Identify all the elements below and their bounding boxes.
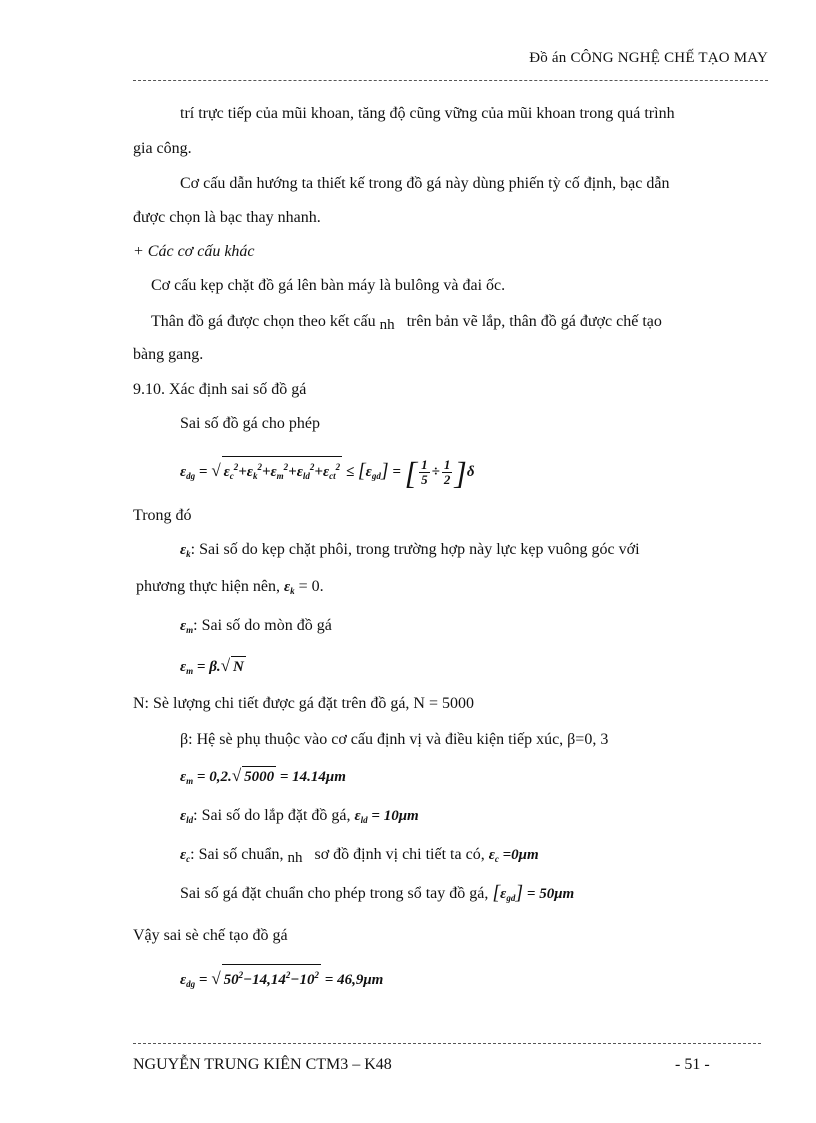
paragraph-4-line-2: bàng gang. — [133, 346, 204, 363]
ec-description: $\varepsilon_c$: Sai số chuẩn, nh sơ đồ định vị chi tiết ta có, $\varepsilon_c =0\mu m$ — [180, 846, 539, 866]
where-label: Trong đó — [133, 507, 192, 524]
footer-divider — [133, 1043, 761, 1044]
paragraph-3: Cơ cấu kẹp chặt đồ gá lên bàn máy là bulông và đai ốc. — [151, 277, 506, 294]
ek-description-line-1: $\varepsilon_k$: Sai số do kẹp chặt phôi, trong trường hợp này lực kẹp vuông góc với — [180, 541, 640, 559]
eld-description: $\varepsilon_{ld}$: Sai số do lắp đặt đồ gá, $\varepsilon_{ld} = 10\mu m$ — [180, 807, 419, 825]
p4-nh: nh — [379, 317, 395, 333]
section-other-mechanisms: + Các cơ cấu khác — [133, 243, 255, 260]
formula-wear: $\varepsilon_m = \beta.√$ N — [180, 656, 244, 676]
p4-text-a: Thân đồ gá được chọn theo kết cấu — [151, 313, 376, 330]
p4-text-b: trên bản vẽ lắp, thân đồ gá được chế tạo — [406, 313, 662, 330]
paragraph-4-line-1 — [151, 312, 662, 335]
paragraph-1-line-2: gia công. — [133, 140, 192, 157]
footer-page-number: - 51 - — [675, 1056, 710, 1073]
conclusion-label: Vậy sai sè chế tạo đồ gá — [133, 927, 288, 944]
beta-description: β: Hệ sè phụ thuộc vào cơ cấu định vị và điều kiện tiếp xúc, β=0, 3 — [180, 731, 609, 748]
footer-author: NGUYỄN TRUNG KIÊN CTM3 – K48 — [133, 1056, 392, 1073]
em-description: $\varepsilon_m$: Sai số do mòn đồ gá — [180, 617, 332, 635]
header-divider — [133, 80, 768, 81]
ek-description-line-2: phương thực hiện nên, $\varepsilon_k = 0$. — [136, 578, 324, 596]
paragraph-2-line-1: Cơ cấu dẫn hướng ta thiết kế trong đồ gá này dùng phiến tỳ cố định, bạc dẫn — [180, 175, 670, 192]
paragraph-1-line-1: trí trực tiếp của mũi khoan, tăng độ cũng vững của mũi khoan trong quá trình — [180, 105, 675, 122]
header-title: Đồ án CÔNG NGHỆ CHẾ TẠO MAY — [529, 50, 768, 66]
formula-total-error: $\varepsilon_{dg}$ = √ $\varepsilon_c^2+\varepsilon_k^2+\varepsilon_m^2+\varepsilon_{ld}^2+\varepsilon_{ct}^2 \le [\varepsilon_{gd}]$ = [ $\frac{1}{5}$ ÷ $\frac{1}{2}$ ]δ — [180, 454, 475, 491]
section-9-10-title: 9.10. Xác định sai số đồ gá — [133, 381, 307, 398]
n-description: N: Sè lượng chi tiết được gá đặt trên đồ gá, N = 5000 — [133, 695, 474, 712]
paragraph-2-line-2: được chọn là bạc thay nhanh. — [133, 209, 321, 226]
formula-final: $\varepsilon_{dg}$ = √ $50^2-14,14^2-10^2 = 46,9\mu m$ — [180, 964, 383, 994]
formula-wear-value: $\varepsilon_m = 0,2.√$ 5000 = 14.14μm — [180, 766, 346, 786]
egd-description: Sai số gá đặt chuẩn cho phép trong sổ tay đồ gá, $[\varepsilon_{gd}] = 50\mu m$ — [180, 882, 575, 904]
allowed-error-label: Sai số đồ gá cho phép — [180, 415, 320, 432]
